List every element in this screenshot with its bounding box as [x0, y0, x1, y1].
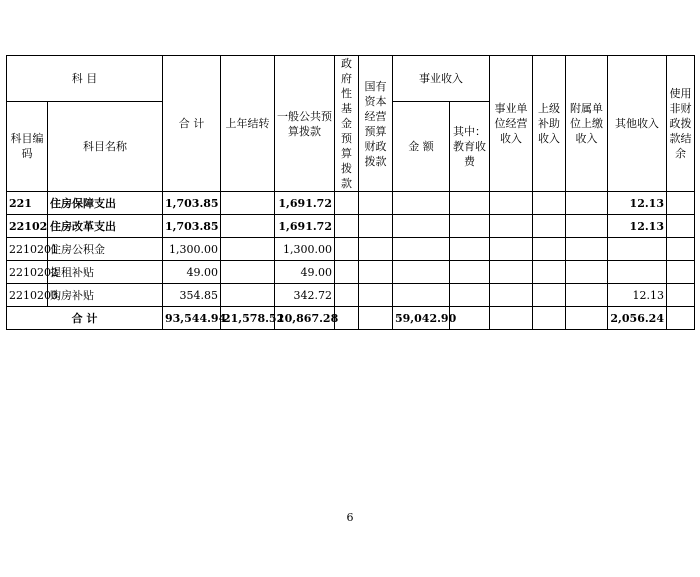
page-number: 6: [346, 511, 354, 524]
row-name: 住房公积金: [48, 238, 163, 261]
row-gov-fund: [335, 192, 359, 215]
row-business-amount: [393, 238, 450, 261]
total-other: 2,056.24: [608, 307, 667, 330]
header-other-income: 其他收入: [608, 56, 667, 192]
row-non-fiscal-balance: [667, 284, 695, 307]
table-row: [7, 192, 695, 215]
row-state-capital: [359, 261, 393, 284]
row-name: 住房改革支出: [48, 215, 163, 238]
row-carry: [221, 192, 275, 215]
row-general: 342.72: [275, 284, 335, 307]
header-subject-name: 科目名称: [48, 101, 163, 191]
row-general: 1,691.72: [275, 192, 335, 215]
row-unit-operating: [490, 284, 533, 307]
header-business-income: 事业收入: [393, 56, 490, 102]
row-code: 2210201: [7, 238, 48, 261]
table-row: [7, 284, 695, 307]
row-superior-subsidy: [533, 284, 566, 307]
row-carry: [221, 261, 275, 284]
row-carry: [221, 215, 275, 238]
row-code: 221: [7, 192, 48, 215]
row-state-capital: [359, 215, 393, 238]
header-superior-subsidy: 上级补助收入: [533, 56, 566, 192]
row-state-capital: [359, 284, 393, 307]
total-carry: 21,578.52: [221, 307, 275, 330]
row-gov-fund: [335, 284, 359, 307]
row-edu-fee: [450, 215, 490, 238]
row-name: 住房保障支出: [48, 192, 163, 215]
header-general-budget: 一般公共预算拨款: [275, 56, 335, 192]
row-total: 354.85: [163, 284, 221, 307]
row-non-fiscal-balance: [667, 261, 695, 284]
row-unit-operating: [490, 192, 533, 215]
total-total: 93,544.94: [163, 307, 221, 330]
row-name: 提租补贴: [48, 261, 163, 284]
total-unit-operating: [490, 307, 533, 330]
header-amount: 金 额: [393, 101, 450, 191]
row-affiliated-payment: [566, 215, 608, 238]
row-other: 12.13: [608, 284, 667, 307]
row-gov-fund: [335, 215, 359, 238]
header-edu-fee: 其中：教育收费: [450, 101, 490, 191]
row-edu-fee: [450, 238, 490, 261]
row-business-amount: [393, 261, 450, 284]
row-affiliated-payment: [566, 284, 608, 307]
row-affiliated-payment: [566, 238, 608, 261]
row-non-fiscal-balance: [667, 238, 695, 261]
header-subject: 科 目: [7, 56, 163, 102]
row-total: 1,703.85: [163, 192, 221, 215]
row-business-amount: [393, 215, 450, 238]
table-row: [7, 261, 695, 284]
row-non-fiscal-balance: [667, 192, 695, 215]
total-gov-fund: [335, 307, 359, 330]
header-row-1: [7, 56, 695, 102]
row-other: [608, 238, 667, 261]
row-general: 49.00: [275, 261, 335, 284]
row-code: 2210203: [7, 284, 48, 307]
header-subject-code: 科目编码: [7, 101, 48, 191]
row-total: 1,703.85: [163, 215, 221, 238]
row-business-amount: [393, 192, 450, 215]
total-general: 10,867.28: [275, 307, 335, 330]
row-name: 购房补贴: [48, 284, 163, 307]
row-superior-subsidy: [533, 215, 566, 238]
header-state-capital: 国有资本经营预算财政拨款: [359, 56, 393, 192]
row-unit-operating: [490, 261, 533, 284]
header-affiliated-payment: 附属单位上缴收入: [566, 56, 608, 192]
row-unit-operating: [490, 215, 533, 238]
row-code: 22102: [7, 215, 48, 238]
row-gov-fund: [335, 261, 359, 284]
row-code: 2210202: [7, 261, 48, 284]
row-gov-fund: [335, 238, 359, 261]
budget-income-table: [6, 55, 695, 330]
header-total: 合 计: [163, 56, 221, 192]
row-other: 12.13: [608, 215, 667, 238]
total-affiliated-payment: [566, 307, 608, 330]
row-edu-fee: [450, 192, 490, 215]
row-general: 1,691.72: [275, 215, 335, 238]
row-superior-subsidy: [533, 238, 566, 261]
row-carry: [221, 238, 275, 261]
row-state-capital: [359, 192, 393, 215]
row-affiliated-payment: [566, 192, 608, 215]
header-prev-year-carryover: 上年结转: [221, 56, 275, 192]
row-edu-fee: [450, 284, 490, 307]
row-state-capital: [359, 238, 393, 261]
header-unit-operating: 事业单位经营收入: [490, 56, 533, 192]
row-non-fiscal-balance: [667, 215, 695, 238]
row-superior-subsidy: [533, 261, 566, 284]
row-general: 1,300.00: [275, 238, 335, 261]
table-row: [7, 215, 695, 238]
row-superior-subsidy: [533, 192, 566, 215]
total-business-amount: 59,042.90: [393, 307, 450, 330]
row-other: 12.13: [608, 192, 667, 215]
row-unit-operating: [490, 238, 533, 261]
row-carry: [221, 284, 275, 307]
row-total: 49.00: [163, 261, 221, 284]
total-label: 合 计: [7, 307, 163, 330]
row-other: [608, 261, 667, 284]
table-row: [7, 238, 695, 261]
total-superior-subsidy: [533, 307, 566, 330]
total-non-fiscal-balance: [667, 307, 695, 330]
row-edu-fee: [450, 261, 490, 284]
row-business-amount: [393, 284, 450, 307]
header-gov-fund: 政府性基金预算拨款: [335, 56, 359, 192]
row-total: 1,300.00: [163, 238, 221, 261]
header-non-fiscal-balance: 使用非财政拨款结余: [667, 56, 695, 192]
row-affiliated-payment: [566, 261, 608, 284]
total-row: [7, 307, 695, 330]
total-state-capital: [359, 307, 393, 330]
